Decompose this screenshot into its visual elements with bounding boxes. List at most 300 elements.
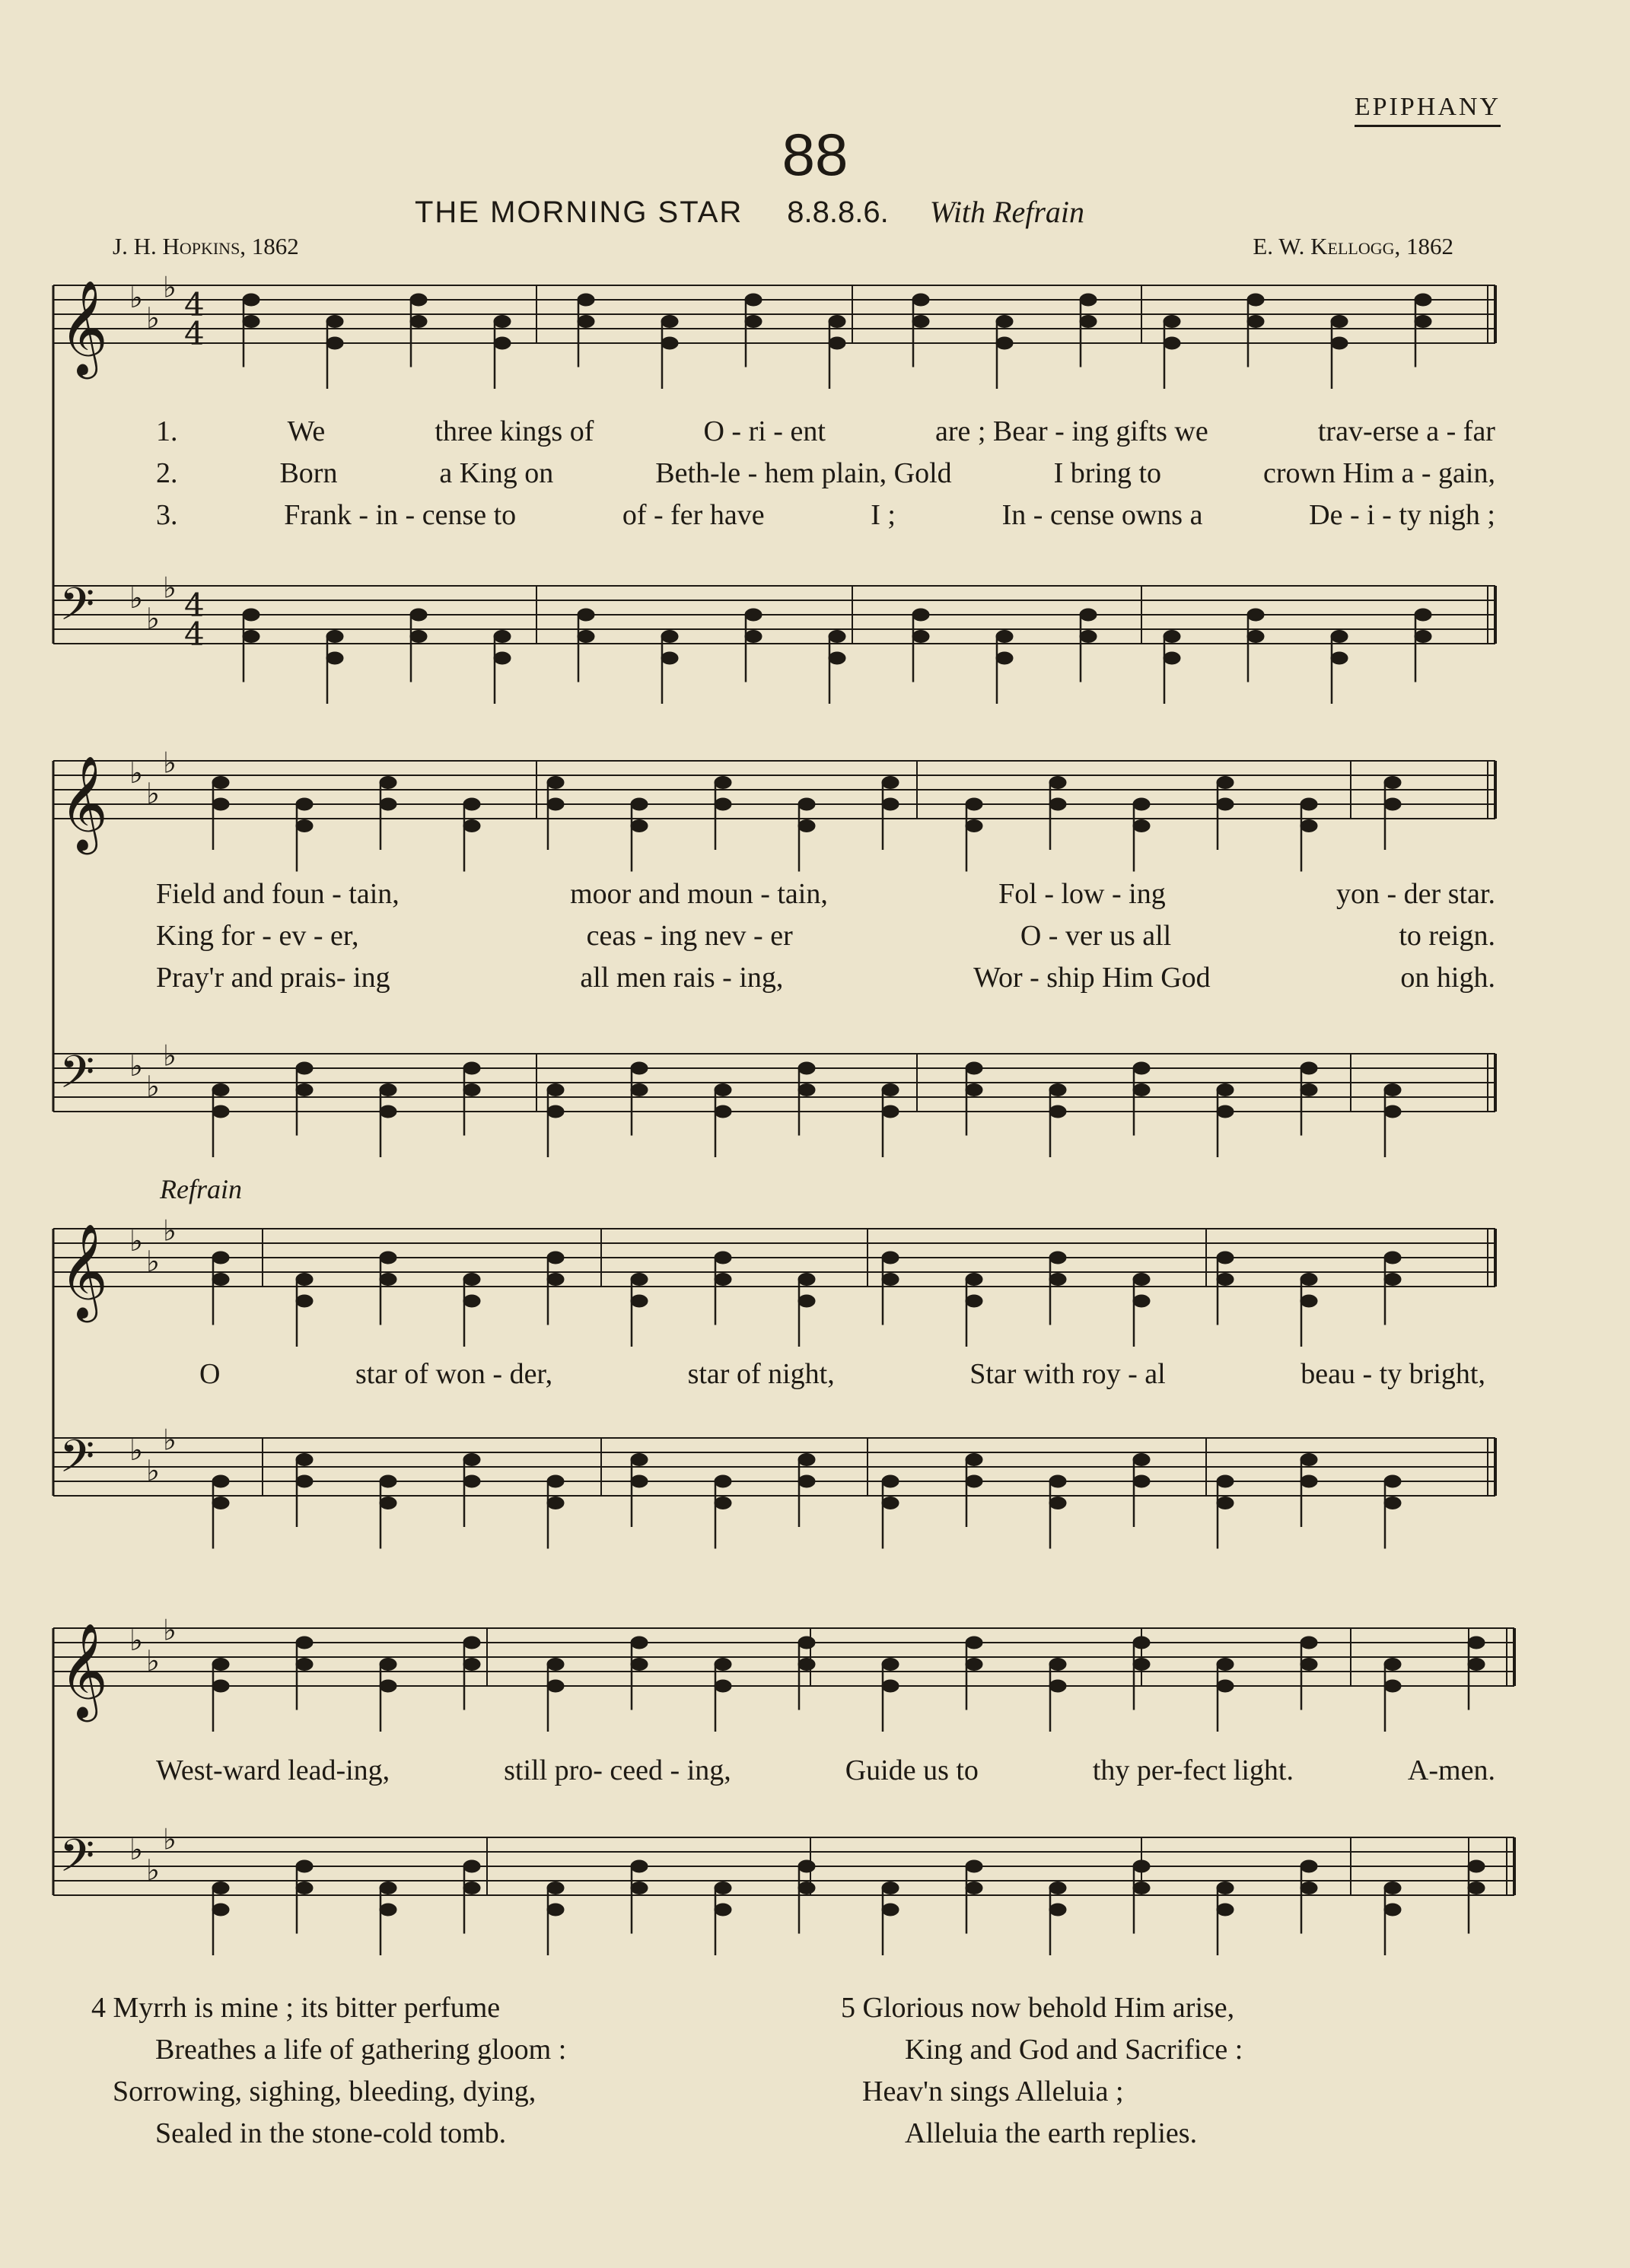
flat-icon: ♭	[146, 1070, 160, 1103]
note-head	[463, 1882, 480, 1894]
note-head	[745, 631, 762, 643]
note-head	[798, 1295, 815, 1307]
note-head	[1247, 316, 1264, 328]
note-head	[715, 1882, 731, 1894]
note-head	[1415, 294, 1431, 306]
note-head	[798, 1475, 815, 1487]
note-head	[715, 777, 731, 789]
note-head	[1331, 631, 1348, 643]
note-head	[1300, 1637, 1317, 1649]
note-head	[463, 1084, 480, 1096]
note-head	[1049, 1084, 1066, 1096]
note-head	[212, 1274, 229, 1286]
time-signature: 4	[184, 616, 205, 653]
note-head	[547, 777, 564, 789]
note-head	[882, 1252, 899, 1264]
note-head	[380, 1274, 396, 1286]
note-head	[1049, 1882, 1066, 1894]
lyric-syllables: moor and moun - tain,	[570, 878, 828, 910]
note-head	[966, 1062, 982, 1074]
flat-icon: ♭	[129, 1224, 143, 1258]
verse-number: 2.	[156, 457, 178, 489]
note-head	[1217, 1497, 1234, 1509]
note-head	[547, 1274, 564, 1286]
note-head	[212, 1105, 229, 1118]
note-head	[661, 631, 678, 643]
note-head	[463, 820, 480, 832]
note-head	[1415, 609, 1431, 621]
note-head	[715, 1659, 731, 1671]
note-head	[882, 798, 899, 810]
note-head	[1300, 1454, 1317, 1466]
note-head	[410, 294, 427, 306]
note-head	[547, 1084, 564, 1096]
note-head	[882, 777, 899, 789]
note-head	[1133, 1882, 1150, 1894]
lyric-syllables: Field and foun - tain,	[156, 878, 400, 910]
note-head	[1468, 1659, 1485, 1671]
note-head	[1300, 1274, 1317, 1286]
note-head	[1049, 1659, 1066, 1671]
note-head	[966, 1454, 982, 1466]
verse-number: 1.	[156, 415, 178, 447]
meter: 8.8.8.6.	[787, 196, 889, 229]
note-head	[1384, 1680, 1401, 1692]
lyric-syllables: on high.	[1400, 962, 1495, 994]
note-head	[1300, 1084, 1317, 1096]
lyric-syllables: Beth-le - hem plain, Gold	[655, 457, 952, 489]
flat-icon: ♭	[163, 1822, 177, 1856]
note-head	[882, 1497, 899, 1509]
flat-icon: ♭	[146, 777, 160, 810]
note-head	[631, 1295, 648, 1307]
note-head	[1080, 316, 1097, 328]
note-head	[547, 1497, 564, 1509]
note-head	[463, 1637, 480, 1649]
note-head	[296, 1860, 313, 1872]
note-head	[1133, 1062, 1150, 1074]
lyric-syllables: three kings of	[435, 415, 594, 447]
note-head	[798, 1860, 815, 1872]
note-head	[547, 1252, 564, 1264]
flat-icon: ♭	[129, 581, 143, 615]
flat-icon: ♭	[163, 571, 177, 605]
flat-icon: ♭	[146, 1853, 160, 1887]
note-head	[494, 652, 511, 664]
refrain-note: With Refrain	[929, 195, 1085, 229]
note-head	[1300, 820, 1317, 832]
note-head	[380, 798, 396, 810]
tune-name: THE MORNING STAR	[415, 196, 743, 229]
note-head	[1384, 1497, 1401, 1509]
flat-icon: ♭	[163, 270, 177, 304]
note-head	[463, 1860, 480, 1872]
note-head	[296, 820, 313, 832]
note-head	[547, 1105, 564, 1118]
flat-icon: ♭	[163, 1039, 177, 1073]
refrain-label: Refrain	[160, 1174, 242, 1204]
note-head	[882, 1904, 899, 1916]
flat-icon: ♭	[163, 1214, 177, 1248]
stanza-line: Alleluia the earth replies.	[905, 2117, 1198, 2149]
stanza-number: 5	[841, 1992, 855, 2024]
note-head	[1468, 1860, 1485, 1872]
note-head	[1217, 1252, 1234, 1264]
note-head	[1164, 631, 1180, 643]
note-head	[463, 1295, 480, 1307]
note-head	[715, 1105, 731, 1118]
note-head	[1049, 1252, 1066, 1264]
time-signature: 4	[184, 587, 205, 624]
note-head	[1049, 1497, 1066, 1509]
treble-clef-icon: 𝄞	[59, 280, 108, 375]
lyric-line-verse-1	[156, 415, 1495, 448]
note-head	[798, 1454, 815, 1466]
note-head	[380, 1084, 396, 1096]
lyric-syllables: I bring to	[1053, 457, 1162, 489]
note-head	[212, 1475, 229, 1487]
lyric-line-verse-2	[156, 456, 1495, 490]
note-head	[326, 337, 343, 349]
note-head	[829, 337, 845, 349]
note-head	[996, 337, 1013, 349]
note-head	[715, 1904, 731, 1916]
note-head	[966, 1295, 982, 1307]
lyric-syllables: O	[199, 1358, 221, 1390]
flat-icon: ♭	[146, 1454, 160, 1487]
flat-icon: ♭	[129, 1049, 143, 1083]
note-head	[798, 1882, 815, 1894]
note-head	[798, 1084, 815, 1096]
flat-icon: ♭	[129, 1833, 143, 1866]
note-head	[1133, 1295, 1150, 1307]
lyric-syllables: all men rais - ing,	[580, 962, 784, 994]
note-head	[1217, 1680, 1234, 1692]
note-head	[966, 820, 982, 832]
note-head	[326, 316, 343, 328]
note-head	[631, 1475, 648, 1487]
note-head	[463, 1659, 480, 1671]
note-head	[1133, 1274, 1150, 1286]
note-head	[631, 820, 648, 832]
lyric-line-verse-1-cont	[156, 877, 1495, 911]
lyric-syllables: trav-erse a - far	[1317, 415, 1495, 447]
note-head	[410, 316, 427, 328]
note-head	[631, 1637, 648, 1649]
note-head	[1300, 1295, 1317, 1307]
note-head	[1133, 798, 1150, 810]
note-head	[1384, 1252, 1401, 1264]
note-head	[1300, 1062, 1317, 1074]
flat-icon: ♭	[129, 1624, 143, 1657]
note-head	[1217, 1659, 1234, 1671]
lyric-syllables: O - ri - ent	[703, 415, 826, 447]
note-head	[1384, 1084, 1401, 1096]
note-head	[882, 1475, 899, 1487]
stanza-4	[91, 1987, 566, 2155]
note-head	[1049, 1274, 1066, 1286]
note-head	[463, 798, 480, 810]
note-head	[1080, 631, 1097, 643]
lyric-syllables: Star with roy - al	[969, 1358, 1166, 1390]
note-head	[1384, 798, 1401, 810]
note-head	[912, 294, 929, 306]
note-head	[1300, 1475, 1317, 1487]
note-head	[1133, 820, 1150, 832]
note-head	[212, 1882, 229, 1894]
note-head	[578, 294, 594, 306]
note-head	[882, 1084, 899, 1096]
stanza-text: Glorious now behold Him arise,	[862, 1992, 1235, 2024]
flat-icon: ♭	[129, 281, 143, 314]
note-head	[715, 1084, 731, 1096]
note-head	[578, 316, 594, 328]
note-head	[631, 1860, 648, 1872]
lyric-syllables: to reign.	[1399, 920, 1495, 952]
lyric-syllables: ceas - ing nev - er	[586, 920, 793, 952]
bass-clef-icon: 𝄢	[59, 1045, 95, 1109]
note-head	[547, 798, 564, 810]
note-head	[1217, 1084, 1234, 1096]
note-head	[745, 294, 762, 306]
note-head	[1133, 1860, 1150, 1872]
note-head	[212, 1659, 229, 1671]
note-head	[1164, 316, 1180, 328]
note-head	[547, 1882, 564, 1894]
note-head	[1331, 337, 1348, 349]
bass-clef-icon: 𝄢	[59, 1829, 95, 1893]
note-head	[243, 609, 259, 621]
treble-clef-icon: 𝄞	[59, 755, 108, 851]
note-head	[1300, 1882, 1317, 1894]
note-head	[1468, 1882, 1485, 1894]
note-head	[1384, 1904, 1401, 1916]
note-head	[745, 609, 762, 621]
note-head	[715, 798, 731, 810]
note-head	[1217, 777, 1234, 789]
flat-icon: ♭	[146, 301, 160, 335]
lyric-line-refrain-cont	[156, 1754, 1495, 1787]
lyric-syllables: of - fer have	[622, 499, 765, 531]
note-head	[1384, 1274, 1401, 1286]
note-head	[631, 798, 648, 810]
note-head	[212, 1252, 229, 1264]
note-head	[661, 337, 678, 349]
note-head	[1384, 1475, 1401, 1487]
lyric-syllables: still pro- ceed - ing,	[504, 1754, 731, 1786]
note-head	[296, 798, 313, 810]
section-title: EPIPHANY	[1355, 93, 1501, 127]
note-head	[296, 1637, 313, 1649]
note-head	[1247, 609, 1264, 621]
note-head	[715, 1252, 731, 1264]
note-head	[798, 1637, 815, 1649]
note-head	[798, 1659, 815, 1671]
note-head	[1300, 1659, 1317, 1671]
note-head	[996, 316, 1013, 328]
lyric-syllables: yon - der star.	[1336, 878, 1495, 910]
lyric-syllables: are ; Bear - ing gifts we	[934, 415, 1208, 447]
verse-number: 3.	[156, 499, 178, 531]
note-head	[296, 1295, 313, 1307]
note-head	[882, 1680, 899, 1692]
note-head	[798, 1062, 815, 1074]
note-head	[380, 1659, 396, 1671]
lyric-syllables: De - i - ty nigh ;	[1309, 499, 1495, 531]
note-head	[631, 1454, 648, 1466]
lyric-syllables: thy per-fect light.	[1092, 1754, 1294, 1786]
note-head	[882, 1659, 899, 1671]
lyric-syllables: Frank - in - cense to	[284, 499, 517, 531]
note-head	[966, 1475, 982, 1487]
note-head	[296, 1659, 313, 1671]
lyric-syllables: A-men.	[1407, 1754, 1495, 1786]
note-head	[631, 1882, 648, 1894]
treble-clef-icon: 𝄞	[59, 1223, 108, 1318]
note-head	[296, 1062, 313, 1074]
note-head	[882, 1274, 899, 1286]
note-head	[1080, 294, 1097, 306]
time-signature: 4	[184, 286, 205, 323]
note-head	[829, 316, 845, 328]
note-head	[715, 1680, 731, 1692]
note-head	[1080, 609, 1097, 621]
note-head	[494, 631, 511, 643]
note-head	[912, 609, 929, 621]
note-head	[494, 316, 511, 328]
note-head	[912, 631, 929, 643]
note-head	[243, 316, 259, 328]
flat-icon: ♭	[146, 1245, 160, 1278]
note-head	[1384, 1659, 1401, 1671]
note-head	[1049, 1475, 1066, 1487]
note-head	[326, 631, 343, 643]
lyric-syllables: West-ward lead-ing,	[156, 1754, 390, 1786]
note-head	[829, 631, 845, 643]
note-head	[1217, 1882, 1234, 1894]
lyric-syllables: Wor - ship Him God	[973, 962, 1211, 994]
note-head	[380, 1252, 396, 1264]
lyric-syllables: In - cense owns a	[1001, 499, 1203, 531]
note-head	[463, 1062, 480, 1074]
note-head	[1217, 798, 1234, 810]
note-head	[1049, 777, 1066, 789]
stanza-5	[841, 1987, 1243, 2155]
note-head	[1331, 652, 1348, 664]
note-head	[463, 1475, 480, 1487]
note-head	[966, 798, 982, 810]
note-head	[798, 820, 815, 832]
note-head	[1133, 1454, 1150, 1466]
hymn-number: 88	[782, 121, 848, 188]
note-head	[243, 631, 259, 643]
stanza-text: Myrrh is mine ; its bitter perfume	[113, 1992, 501, 2024]
note-head	[1049, 798, 1066, 810]
treble-clef-icon: 𝄞	[59, 1623, 108, 1718]
note-head	[243, 294, 259, 306]
lyric-syllables: Fol - low - ing	[998, 878, 1166, 910]
lyric-syllables: King for - ev - er,	[156, 920, 359, 952]
note-head	[494, 337, 511, 349]
note-head	[996, 631, 1013, 643]
lyric-syllables: star of night,	[687, 1358, 835, 1390]
note-head	[1133, 1475, 1150, 1487]
note-head	[661, 316, 678, 328]
lyric-syllables: star of won - der,	[355, 1358, 553, 1390]
lyric-line-refrain	[199, 1357, 1485, 1391]
note-head	[631, 1062, 648, 1074]
note-head	[578, 609, 594, 621]
flat-icon: ♭	[146, 1644, 160, 1678]
lyric-line-verse-3-cont	[156, 961, 1495, 994]
lyric-syllables: Born	[279, 457, 338, 489]
note-head	[1247, 294, 1264, 306]
author-credit: J. H. Hopkins, 1862	[113, 233, 299, 259]
note-head	[715, 1475, 731, 1487]
stanza-number: 4	[91, 1992, 106, 2024]
note-head	[212, 1497, 229, 1509]
note-head	[715, 1274, 731, 1286]
composer-credit: E. W. Kellogg, 1862	[1253, 233, 1453, 259]
note-head	[578, 631, 594, 643]
stanza-line: Breathes a life of gathering gloom :	[155, 2034, 567, 2066]
note-head	[661, 652, 678, 664]
note-head	[547, 1659, 564, 1671]
note-head	[966, 1882, 982, 1894]
note-head	[1217, 1904, 1234, 1916]
note-head	[912, 316, 929, 328]
lyric-syllables: Guide us to	[845, 1754, 979, 1786]
note-head	[1384, 1882, 1401, 1894]
note-head	[410, 631, 427, 643]
note-head	[1415, 316, 1431, 328]
note-head	[966, 1274, 982, 1286]
note-head	[1049, 1105, 1066, 1118]
note-head	[212, 1904, 229, 1916]
lyric-syllables: We	[287, 415, 326, 447]
note-head	[296, 1454, 313, 1466]
stanza-line	[841, 1987, 1243, 2029]
note-head	[410, 609, 427, 621]
note-head	[463, 1454, 480, 1466]
lyric-syllables: beau - ty bright,	[1300, 1358, 1485, 1390]
note-head	[1415, 631, 1431, 643]
note-head	[380, 1904, 396, 1916]
note-head	[1049, 1680, 1066, 1692]
note-head	[745, 316, 762, 328]
note-head	[1217, 1475, 1234, 1487]
flat-icon: ♭	[129, 756, 143, 790]
note-head	[212, 777, 229, 789]
stanza-line: Sorrowing, sighing, bleeding, dying,	[113, 2076, 536, 2107]
note-head	[829, 652, 845, 664]
note-head	[1217, 1105, 1234, 1118]
note-head	[547, 1680, 564, 1692]
note-head	[1247, 631, 1264, 643]
note-head	[380, 1680, 396, 1692]
note-head	[380, 1497, 396, 1509]
note-head	[296, 1084, 313, 1096]
note-head	[715, 1497, 731, 1509]
note-head	[882, 1882, 899, 1894]
note-head	[296, 1274, 313, 1286]
note-head	[547, 1904, 564, 1916]
note-head	[798, 798, 815, 810]
note-head	[326, 652, 343, 664]
flat-icon: ♭	[146, 602, 160, 635]
note-head	[212, 1084, 229, 1096]
flat-icon: ♭	[129, 1433, 143, 1467]
